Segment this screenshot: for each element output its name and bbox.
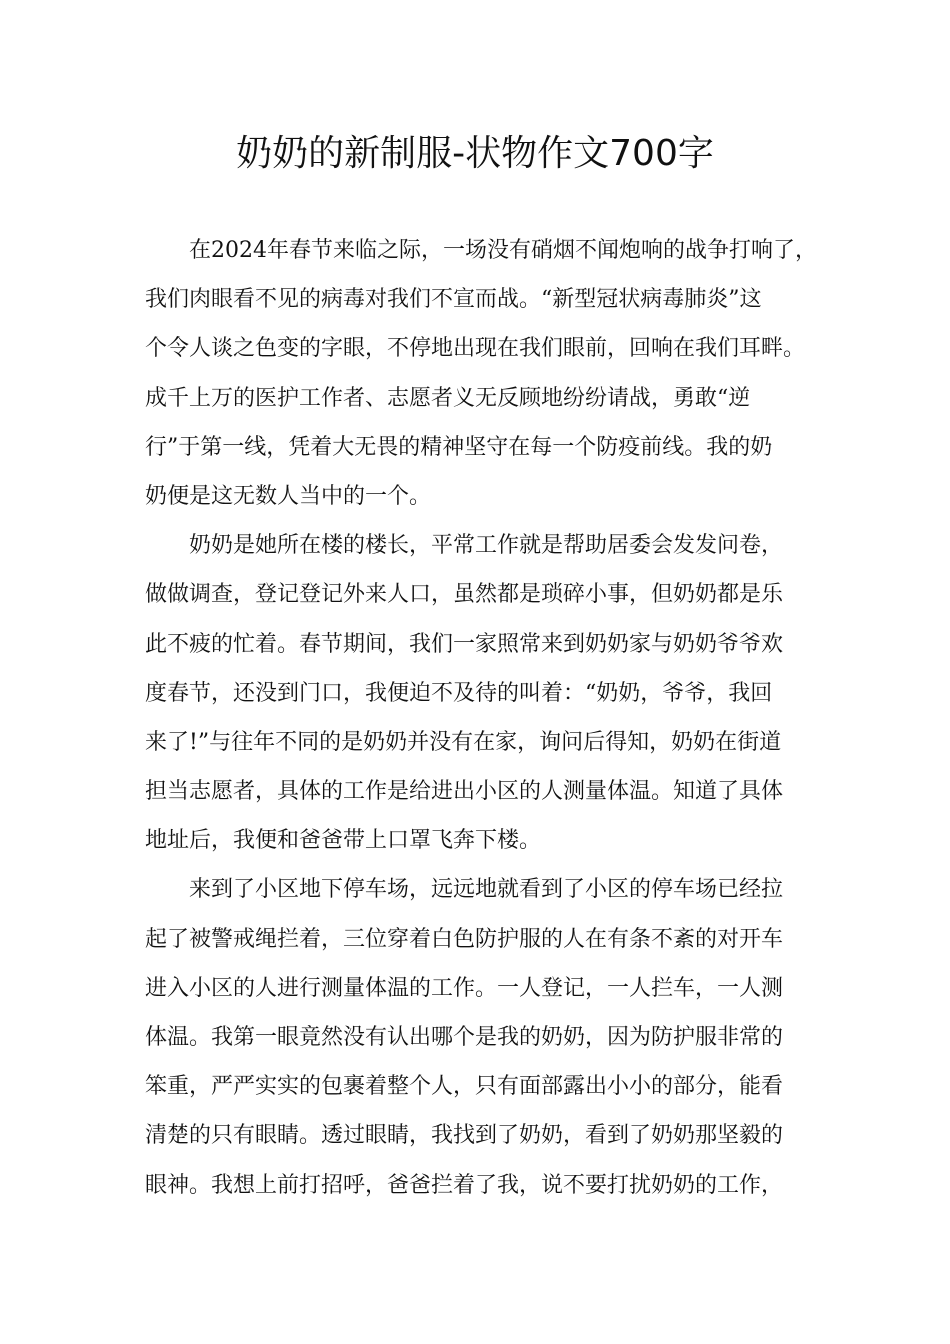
paragraph-line: 担当志愿者，具体的工作是给进出小区的人测量体温。知道了具体 (145, 779, 784, 805)
paragraph-line: 来了!”与往年不同的是奶奶并没有在家，询问后得知，奶奶在街道 (145, 729, 782, 755)
document-body (145, 226, 825, 1210)
paragraph-line: 此不疲的忙着。春节期间，我们一家照常来到奶奶家与奶奶爷爷欢 (145, 631, 784, 657)
paragraph-line: 眼神。我想上前打招呼，爸爸拦着了我，说不要打扰奶奶的工作， (145, 1172, 784, 1198)
paragraph-line: 我们肉眼看不见的病毒对我们不宣而战。“新型冠状病毒肺炎”这 (145, 287, 762, 313)
paragraph-line: 做做调查，登记登记外来人口，虽然都是琐碎小事，但奶奶都是乐 (145, 582, 784, 608)
paragraph-line: 地址后，我便和爸爸带上口罩飞奔下楼。 (145, 828, 542, 854)
paragraph-line: 来到了小区地下停车场，远远地就看到了小区的停车场已经拉 (189, 877, 784, 903)
paragraph-line: 进入小区的人进行测量体温的工作。一人登记，一人拦车，一人测 (145, 975, 784, 1001)
paragraph-line: 笨重，严严实实的包裹着整个人，只有面部露出小小的部分，能看 (145, 1074, 784, 1100)
document-title: 奶奶的新制服-状物作文700字 (236, 133, 714, 174)
paragraph-line: 个令人谈之色变的字眼，不停地出现在我们眼前，回响在我们耳畔。 (145, 336, 806, 362)
paragraph-line: 奶奶是她所在楼的楼长，平常工作就是帮助居委会发发问卷， (189, 533, 784, 559)
paragraph-line: 在2024年春节来临之际，一场没有硝烟不闻炮响的战争打响了， (189, 238, 817, 263)
paragraph-line: 行”于第一线，凭着大无畏的精神坚守在每一个防疫前线。我的奶 (145, 434, 773, 460)
paragraph-line: 成千上万的医护工作者、志愿者义无反顾地纷纷请战，勇敢“逆 (145, 385, 751, 411)
paragraph-line: 奶便是这无数人当中的一个。 (145, 483, 432, 509)
paragraph-line: 起了被警戒绳拦着，三位穿着白色防护服的人在有条不紊的对开车 (145, 926, 784, 952)
paragraph-line: 度春节，还没到门口，我便迫不及待的叫着：“奶奶，爷爷，我回 (145, 680, 773, 706)
paragraph-line: 体温。我第一眼竟然没有认出哪个是我的奶奶，因为防护服非常的 (145, 1025, 784, 1050)
paragraph-line: 清楚的只有眼睛。透过眼睛，我找到了奶奶，看到了奶奶那坚毅的 (145, 1123, 784, 1149)
